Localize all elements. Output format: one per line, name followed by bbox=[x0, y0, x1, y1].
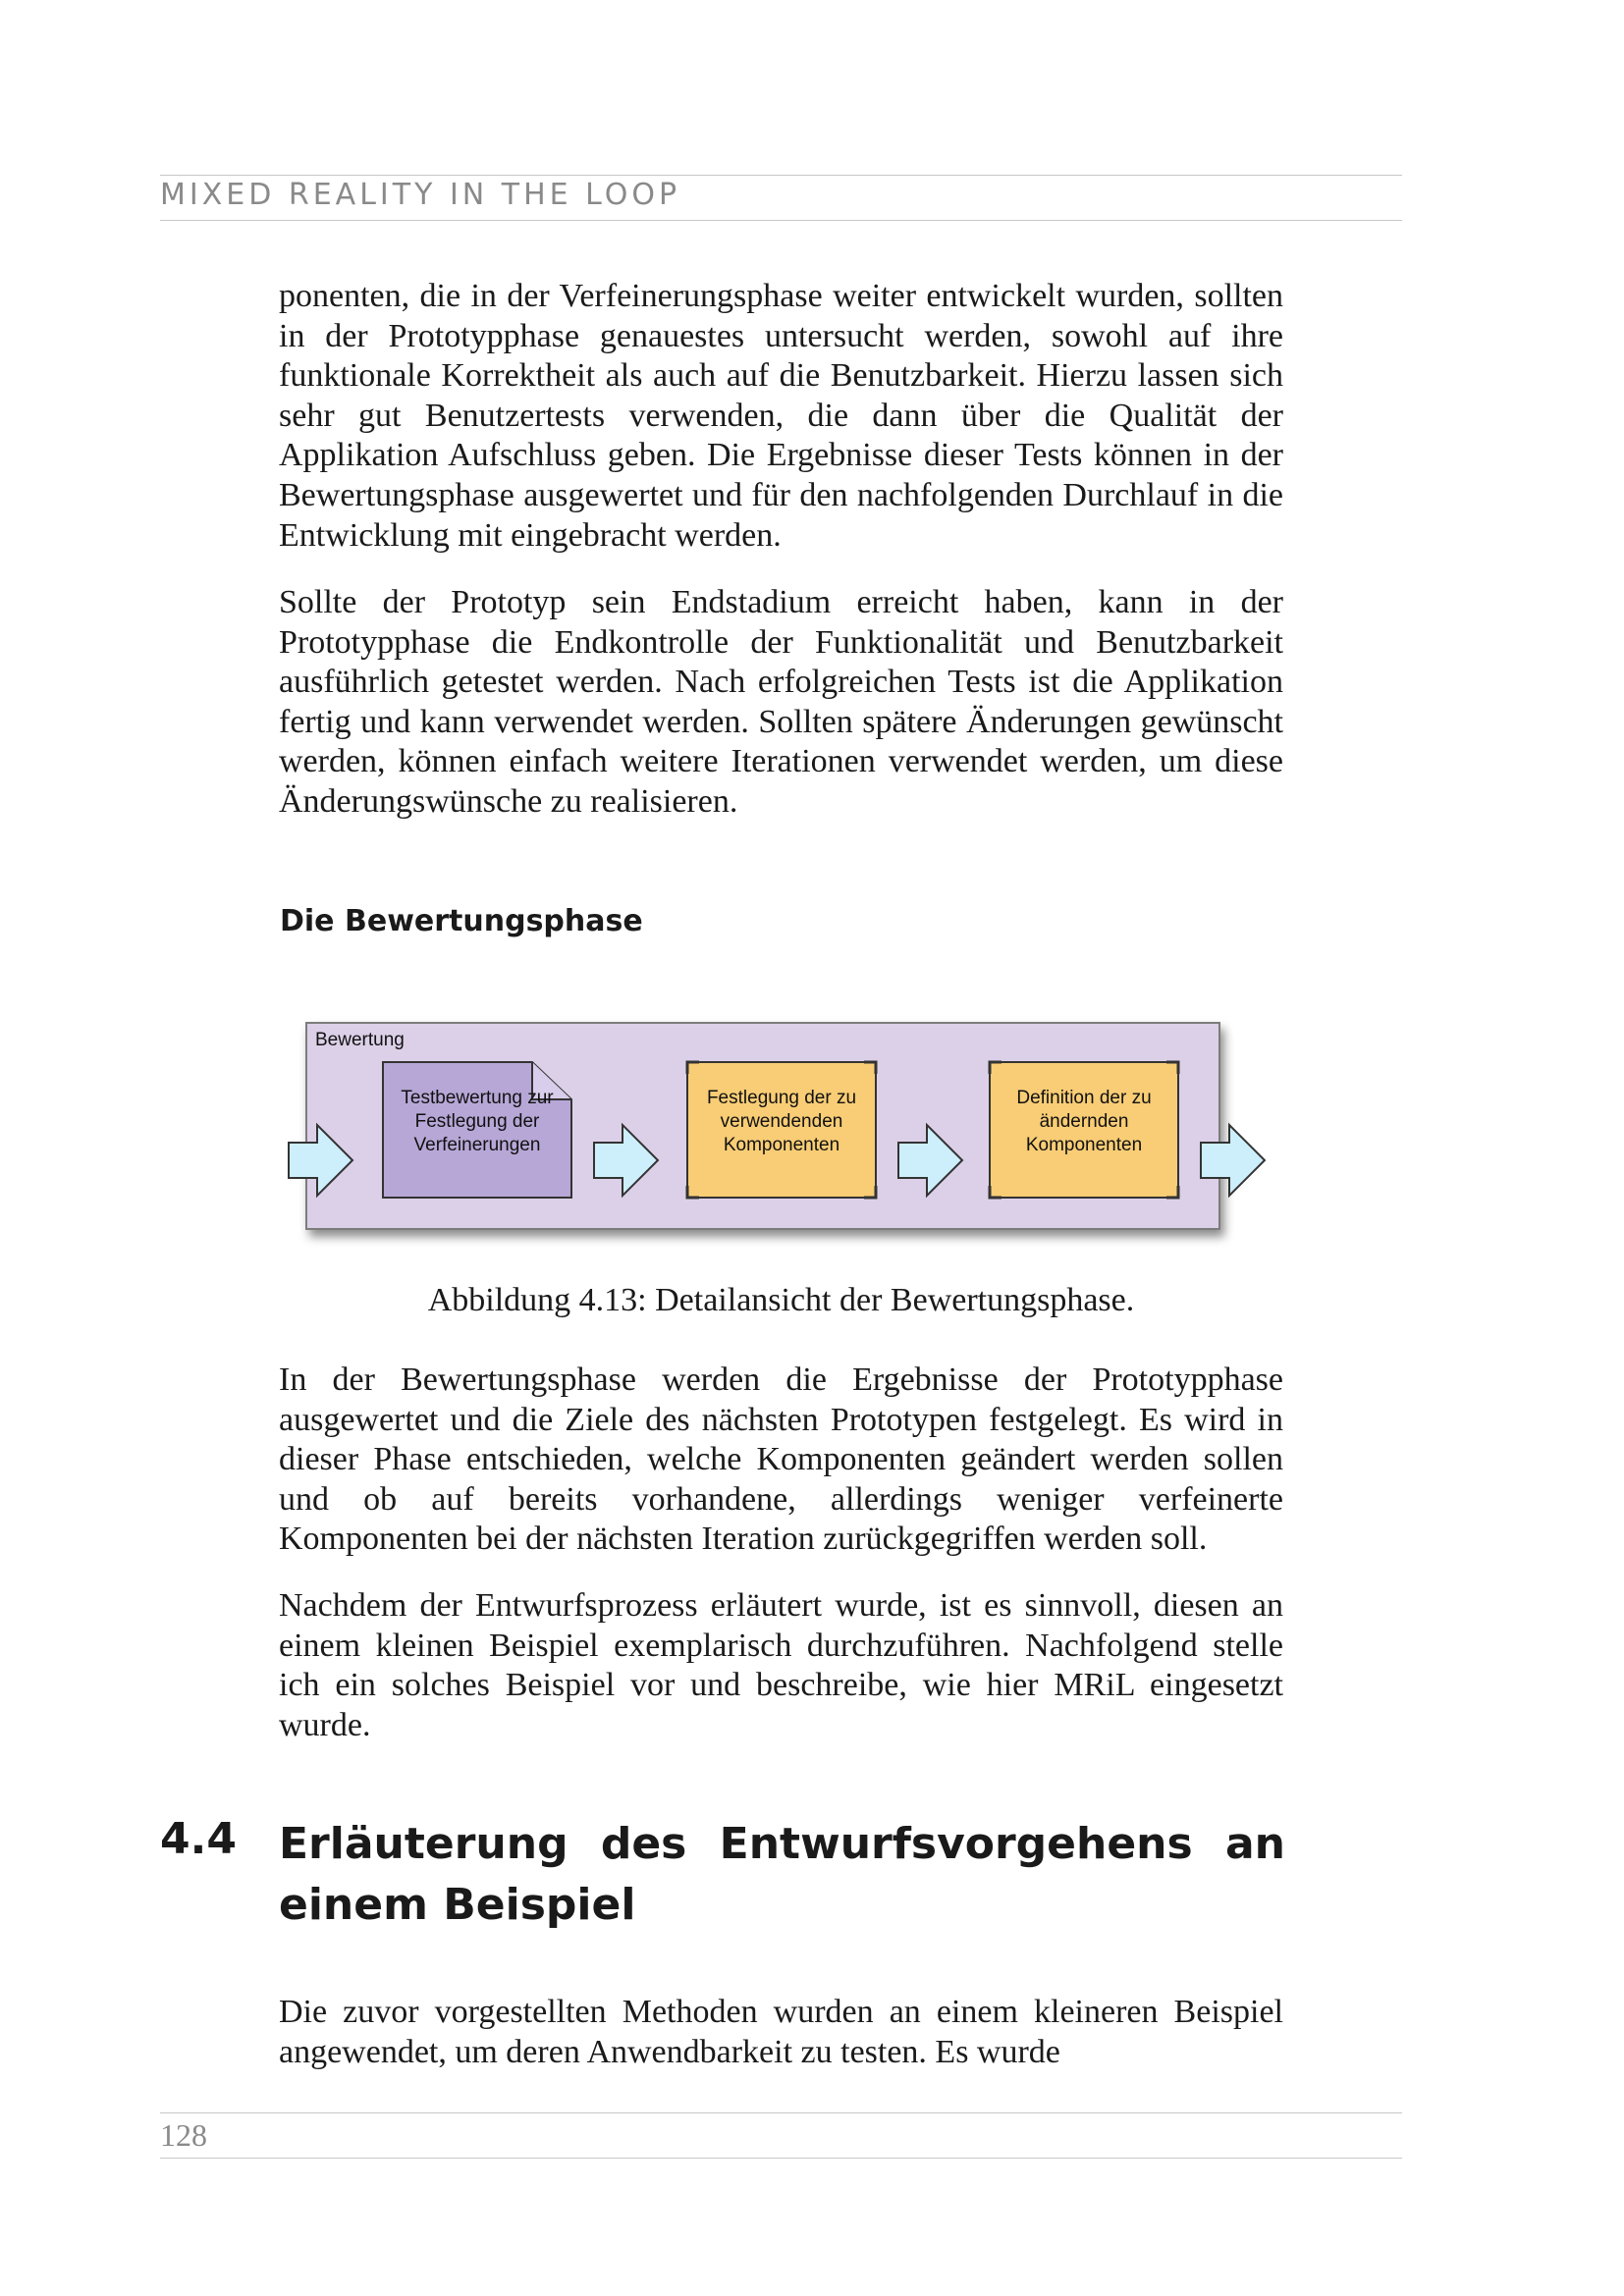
section-title: Erläuterung des Entwurfsvorgehens an einem Beispiel bbox=[279, 1819, 1285, 1930]
box2-line1: Festlegung der zu bbox=[706, 1088, 857, 1108]
subsection-title: Die Bewertungsphase bbox=[280, 904, 643, 938]
box2-line3: Komponenten bbox=[723, 1135, 840, 1155]
section-number: 4.4 bbox=[160, 1814, 237, 1864]
container-label: Bewertung bbox=[315, 1030, 405, 1050]
box3-line2: ändernden bbox=[1039, 1111, 1129, 1132]
paragraph-5: Die zuvor vorgestellten Methoden wurden an einem kleineren Beispiel angewendet, um deren Anwendbarkeit zu testen. Es wurde bbox=[279, 1994, 1283, 2070]
box1-line2: Festlegung der bbox=[414, 1111, 540, 1132]
page-number: 128 bbox=[160, 2117, 207, 2153]
footer-rule-bottom bbox=[160, 2158, 1402, 2159]
paragraph-2: Sollte der Prototyp sein Endstadium erreicht haben, kann in der Prototypphase die Endkontrolle der Funktionalität und Benutzbarkeit ausführlich getestet werden. Nach erfolgreichen Tests ist die Applikation fertig und kann verwendet werden. Sollten spätere Änderungen gewünscht werden, können einfach weitere Iterationen verwendet werden, um diese Änderungswünsche zu realisieren. bbox=[279, 584, 1283, 820]
header-rule-top bbox=[160, 175, 1402, 176]
paragraph-3: In der Bewertungsphase werden die Ergebnisse der Prototypphase ausgewertet und die Ziele des nächsten Prototypen festgelegt. Es wird in dieser Phase entschieden, welche Komponenten geändert werden sollen und ob auf bereits vorhandene, allerdings weniger verfeinerte Komponenten bei der nächsten Iteration zurückgegriffen werden soll. bbox=[279, 1362, 1283, 1558]
box3-line3: Komponenten bbox=[1025, 1135, 1143, 1155]
footer-rule-top bbox=[160, 2112, 1402, 2113]
box1-line3: Verfeinerungen bbox=[413, 1135, 541, 1155]
figure-caption: Abbildung 4.13: Detailansicht der Bewertungsphase. bbox=[427, 1282, 1135, 1318]
header-rule-bottom bbox=[160, 220, 1402, 221]
paragraph-4: Nachdem der Entwurfsprozess erläutert wurde, ist es sinnvoll, diesen an einem kleinen Beispiel exemplarisch durchzuführen. Nachfolgend stelle ich ein solches Beispiel vor und beschreibe, wie hier MRiL eingesetzt wurde. bbox=[279, 1587, 1283, 1743]
box3-line1: Definition der zu bbox=[1016, 1088, 1152, 1108]
box2-line2: verwendenden bbox=[720, 1111, 843, 1132]
phase-diagram bbox=[280, 1013, 1281, 1254]
paragraph-1: ponenten, die in der Verfeinerungsphase weiter entwickelt wurden, sollten in der Prototypphase genauestes untersucht werden, sowohl auf ihre funktionale Korrektheit als auch auf die Benutzbarkeit. Hierzu lassen sich sehr gut Benutzertests verwenden, die dann über die Qualität der Applikation Aufschluss geben. Die Ergebnisse dieser Tests können in der Bewertungsphase ausgewertet und für den nachfolgenden Durchlauf in die Entwicklung mit eingebracht werden. bbox=[279, 278, 1283, 554]
box1-line1: Testbewertung zur bbox=[401, 1088, 554, 1108]
running-header: MIXED REALITY IN THE LOOP bbox=[160, 178, 681, 212]
